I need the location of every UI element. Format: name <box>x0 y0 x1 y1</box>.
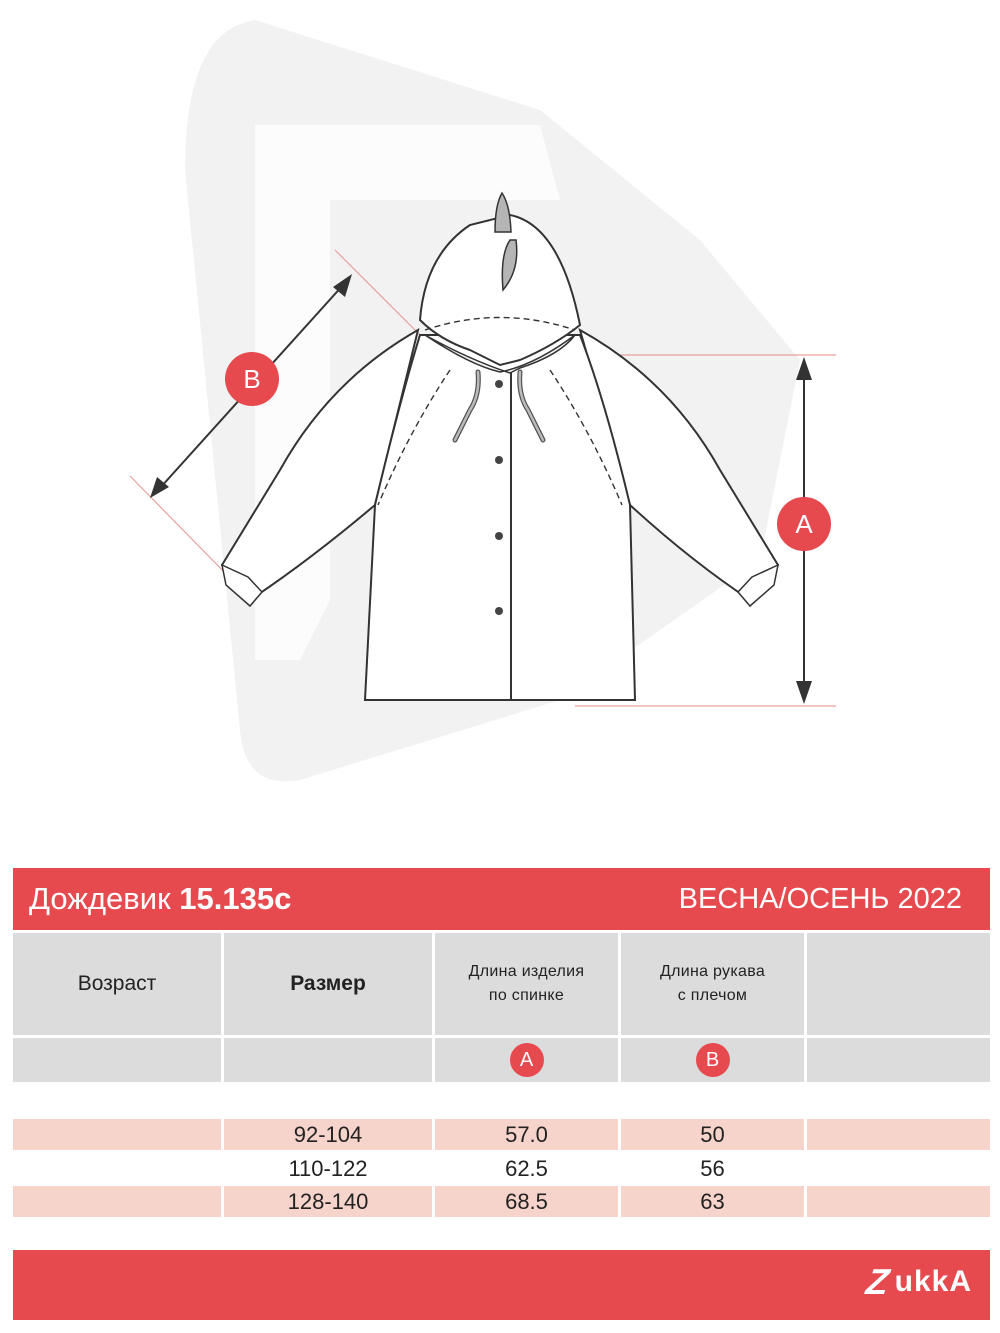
product-code: 15.135с <box>179 881 292 916</box>
table-row <box>13 1119 990 1150</box>
arrow-a-down-icon <box>796 681 812 704</box>
marker-b-label: B <box>243 364 261 394</box>
button-1-icon <box>495 380 503 388</box>
cell-sleeve: 50 <box>621 1119 804 1150</box>
header-age: Возраст <box>13 933 221 1035</box>
subheader-length <box>435 1038 618 1082</box>
brand-logo-initial: Z <box>863 1261 893 1302</box>
product-title <box>29 881 291 917</box>
footer-bar <box>13 1250 990 1320</box>
cell-sleeve: 56 <box>700 1155 725 1181</box>
brand-logo-rest: ukkA <box>894 1265 972 1298</box>
header-length-line2: по спинке <box>488 987 565 1004</box>
subheader-empty <box>807 1038 990 1082</box>
header-sleeve-line2: с плечом <box>677 987 748 1004</box>
cell-length: 62.5 <box>505 1155 548 1181</box>
subheader-age <box>13 1038 221 1082</box>
length-marker-badge: A <box>510 1043 544 1077</box>
cell-length: 57.0 <box>435 1119 618 1150</box>
product-title-bar <box>13 868 990 930</box>
marker-a-label: A <box>795 509 813 539</box>
cell-extra <box>807 1153 990 1184</box>
header-length <box>435 933 618 1035</box>
cell-size: 128-140 <box>224 1186 432 1217</box>
button-4-icon <box>495 607 503 615</box>
button-3-icon <box>495 532 503 540</box>
season-label: ВЕСНА/ОСЕНЬ 2022 <box>678 883 962 915</box>
header-sleeve <box>621 933 804 1035</box>
cell-size: 92-104 <box>224 1119 432 1150</box>
table-row <box>13 1186 990 1217</box>
coat-body <box>365 335 635 700</box>
cell-extra <box>807 1186 990 1217</box>
cell-sleeve: 63 <box>621 1186 804 1217</box>
header-sleeve-line1: Длина рукава <box>659 963 766 980</box>
product-name: Дождевик <box>29 881 171 916</box>
table-row <box>13 1153 990 1184</box>
header-size: Размер <box>224 933 432 1035</box>
cell-age <box>13 1119 221 1150</box>
cell-length: 68.5 <box>435 1186 618 1217</box>
header-empty <box>807 933 990 1035</box>
sleeve-marker-badge: B <box>696 1043 730 1077</box>
cell-size: 110-122 <box>288 1155 368 1181</box>
cell-extra <box>807 1119 990 1150</box>
subheader-sleeve <box>621 1038 804 1082</box>
button-2-icon <box>495 456 503 464</box>
brand-logo <box>861 1261 972 1302</box>
cell-age <box>13 1153 221 1184</box>
subheader-size <box>224 1038 432 1082</box>
cell-age <box>13 1186 221 1217</box>
header-length-line1: Длина изделия <box>468 963 585 980</box>
